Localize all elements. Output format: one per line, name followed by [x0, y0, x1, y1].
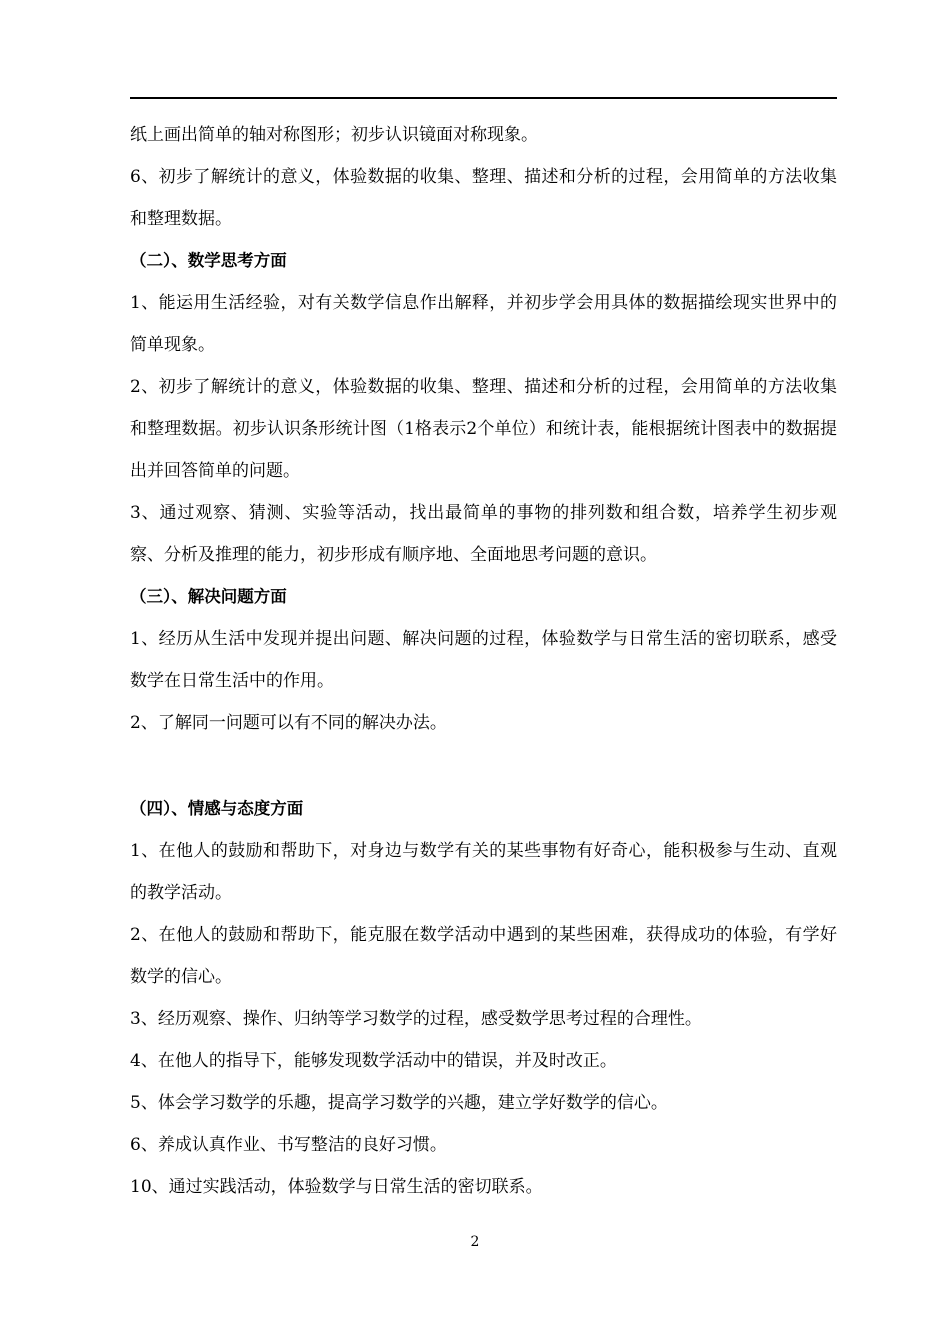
list-item: 2、在他人的鼓励和帮助下，能克服在数学活动中遇到的某些困难，获得成功的体验，有学好数学的信心。 — [130, 925, 837, 987]
list-item: 1、能运用生活经验，对有关数学信息作出解释，并初步学会用具体的数据描绘现实世界中的简单现象。 — [130, 293, 837, 355]
list-item: 6、养成认真作业、书写整洁的良好习惯。 — [130, 1135, 447, 1155]
page-number: 2 — [470, 1234, 480, 1250]
list-item: 5、体会学习数学的乐趣，提高学习数学的兴趣，建立学好数学的信心。 — [130, 1093, 668, 1113]
list-item: 1、经历从生活中发现并提出问题、解决问题的过程，体验数学与日常生活的密切联系，感受数学在日常生活中的作用。 — [130, 629, 837, 691]
list-item: 3、通过观察、猜测、实验等活动，找出最简单的事物的排列数和组合数，培养学生初步观察、分析及推理的能力，初步形成有顺序地、全面地思考问题的意识。 — [130, 503, 837, 565]
paragraph-continuation: 纸上画出简单的轴对称图形；初步认识镜面对称现象。 — [130, 125, 538, 145]
section-heading-math-thinking: （二）、数学思考方面 — [130, 251, 287, 270]
list-item: 4、在他人的指导下，能够发现数学活动中的错误，并及时改正。 — [130, 1051, 617, 1071]
document-body — [130, 114, 837, 1208]
section-heading-emotion-attitude: （四）、情感与态度方面 — [130, 799, 304, 818]
blank-line — [130, 744, 837, 788]
list-item: 2、初步了解统计的意义，体验数据的收集、整理、描述和分析的过程，会用简单的方法收集和整理数据。初步认识条形统计图（1格表示2个单位）和统计表，能根据统计图表中的数据提出并回答简单的问题。 — [130, 377, 837, 481]
list-item: 3、经历观察、操作、归纳等学习数学的过程，感受数学思考过程的合理性。 — [130, 1009, 702, 1029]
header-rule — [130, 97, 837, 99]
paragraph-item-6: 6、初步了解统计的意义，体验数据的收集、整理、描述和分析的过程，会用简单的方法收集和整理数据。 — [130, 167, 837, 229]
list-item: 2、了解同一问题可以有不同的解决办法。 — [130, 713, 447, 733]
list-item: 1、在他人的鼓励和帮助下，对身边与数学有关的某些事物有好奇心，能积极参与生动、直观的教学活动。 — [130, 841, 837, 903]
section-heading-problem-solving: （三）、解决问题方面 — [130, 587, 287, 606]
list-item: 10、通过实践活动，体验数学与日常生活的密切联系。 — [130, 1177, 543, 1197]
